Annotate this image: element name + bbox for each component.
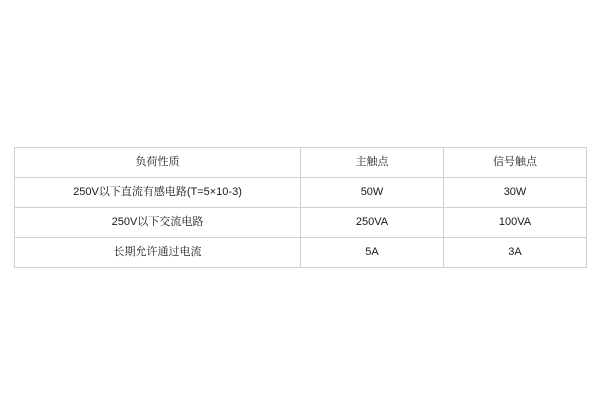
table-cell-load-type: 250V以下交流电路 <box>15 208 301 238</box>
table-header-cell-load-type: 负荷性质 <box>15 148 301 178</box>
table-header-cell-main-contact: 主触点 <box>301 148 444 178</box>
table-header-cell-signal-contact: 信号触点 <box>444 148 587 178</box>
table-cell-main-contact: 5A <box>301 238 444 268</box>
table-cell-signal-contact: 3A <box>444 238 587 268</box>
table-row <box>15 238 587 268</box>
table-cell-signal-contact: 30W <box>444 178 587 208</box>
table-row <box>15 178 587 208</box>
table-row <box>15 208 587 238</box>
table-cell-load-type: 250V以下直流有感电路(T=5×10-3) <box>15 178 301 208</box>
table-cell-main-contact: 50W <box>301 178 444 208</box>
table-cell-signal-contact: 100VA <box>444 208 587 238</box>
table-header-row <box>15 148 587 178</box>
table-cell-load-type: 长期允许通过电流 <box>15 238 301 268</box>
specification-table <box>14 147 587 268</box>
table-cell-main-contact: 250VA <box>301 208 444 238</box>
